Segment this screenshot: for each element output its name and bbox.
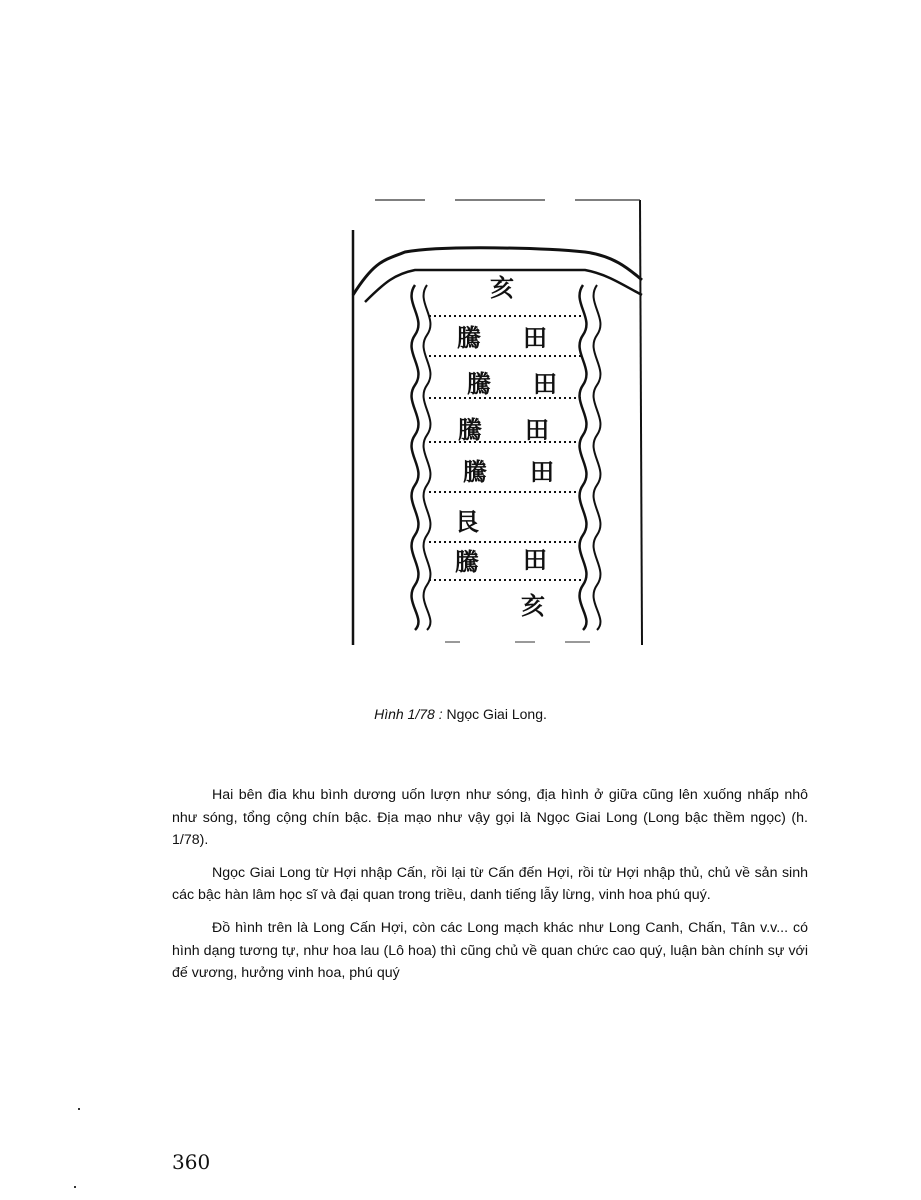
- feng-shui-diagram: [345, 190, 655, 650]
- figure-title: Ngọc Giai Long.: [446, 706, 547, 722]
- glyph-dang-5: 騰: [455, 547, 479, 576]
- glyph-dang-3: 騰: [458, 415, 482, 444]
- paragraph: Hai bên đia khu bình dương uốn lượn như sóng, địa hình ở giữa cũng lên xuống nhấp nhô như sóng, tổng cộng chín bậc. Địa mạo như vậy gọi là Ngọc Giai Long (Long bậc thềm ngọc) (h. 1/78).: [172, 787, 808, 849]
- glyph-can: 艮: [455, 507, 479, 536]
- paragraph: Đồ hình trên là Long Cấn Hợi, còn các Long mạch khác như Long Canh, Chấn, Tân v.v... có hình dạng tương tự, như hoa lau (Lô hoa) thì cũng chủ về quan chức cao quý, luận bàn chính sự với đế vương, hưởng vinh hoa, phú quý: [172, 919, 808, 982]
- body-text: [172, 784, 808, 995]
- glyph-dien-5: 田: [523, 545, 547, 574]
- glyph-dang-4: 騰: [463, 457, 487, 486]
- scan-speck: [78, 1108, 80, 1110]
- glyph-hoi-top: 亥: [490, 273, 514, 302]
- glyph-hoi-bottom: 亥: [521, 591, 545, 620]
- figure-caption: [0, 706, 921, 722]
- figure-label: Hình 1/78 :: [374, 706, 443, 722]
- scan-speck: [74, 1186, 76, 1188]
- paragraph: Ngọc Giai Long từ Hợi nhập Cấn, rồi lại từ Cấn đến Hợi, rồi từ Hợi nhập thủ, chủ về sản sinh các bậc hàn lâm học sĩ và đại quan trong triều, danh tiếng lẫy lừng, vinh hoa phú quý.: [172, 864, 808, 904]
- page-number: 360: [172, 1150, 211, 1174]
- glyph-dien-1: 田: [523, 323, 547, 352]
- dragon-terrace-diagram: [345, 190, 655, 650]
- glyph-dien-3: 田: [525, 415, 549, 444]
- glyph-dien-2: 田: [533, 369, 557, 398]
- glyph-dang-1: 騰: [457, 323, 481, 352]
- glyph-dang-2: 騰: [467, 369, 491, 398]
- glyph-dien-4: 田: [530, 457, 554, 486]
